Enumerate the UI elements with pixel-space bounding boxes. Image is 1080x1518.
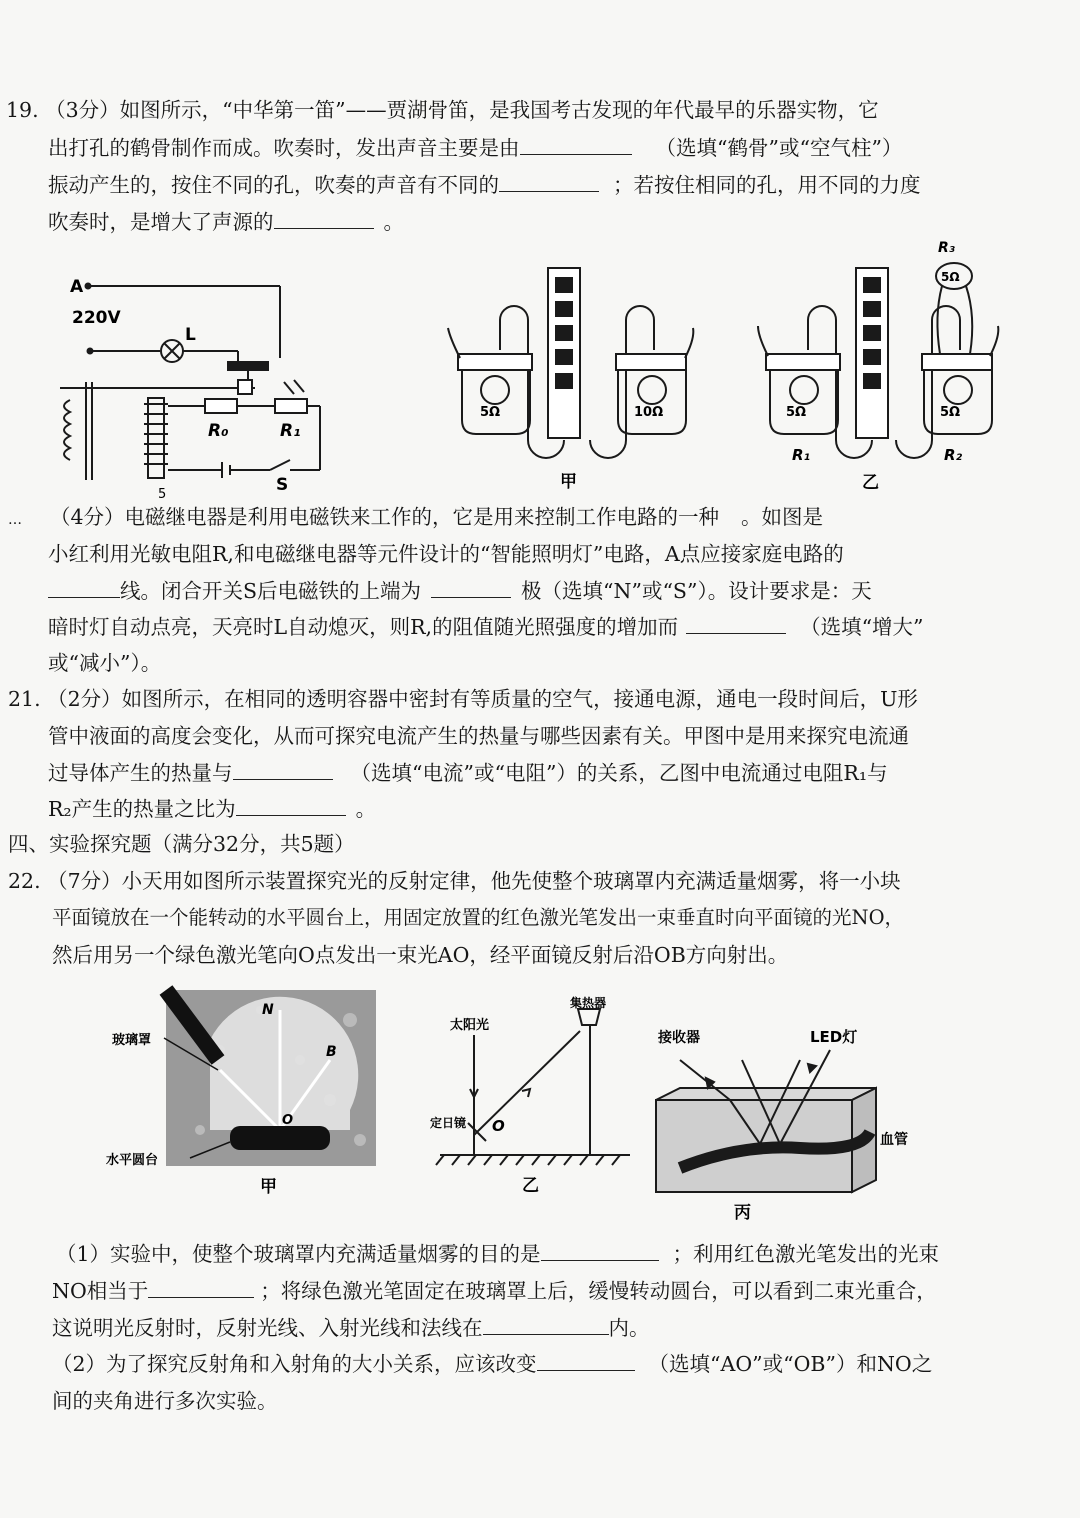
- q22-line2: 平面镜放在一个能转动的水平圆台上，用固定放置的红色激光笔发出一束垂直时向平面镜的光NO，: [52, 906, 905, 929]
- q19-line3-text-b: ；若按住相同的孔，用不同的力度: [613, 173, 921, 197]
- q20-line4-text-a: 暗时灯自动点亮，天亮时L自动熄灭，则R,的阻值随光照强度的增加而: [48, 615, 679, 639]
- optics-jia-caption: 甲: [260, 1177, 277, 1197]
- heat-yi-top-resistor: 5Ω: [941, 270, 960, 284]
- circuit-label-R0: R₀: [208, 421, 229, 441]
- q20-blank-3[interactable]: [431, 579, 511, 598]
- heat-yi-left-resistor: 5Ω: [786, 405, 807, 420]
- heat-experiment-jia: [440, 262, 705, 492]
- optics-jia-B-label: B: [326, 1044, 337, 1060]
- q19-blank-1[interactable]: [520, 136, 632, 155]
- section-heading: 四、实验探究题（满分32分，共5题）: [8, 832, 355, 856]
- q21-line1: 21. （2分）如图所示，在相同的透明容器中密封有等质量的空气，接通电源，通电一段时间后，U形: [8, 687, 918, 711]
- q21-line4-text-b: 。: [355, 797, 377, 821]
- heat-yi-caption: 乙: [862, 473, 879, 492]
- optics-experiment-yi: [430, 995, 640, 1195]
- q22-part1-line1: [56, 1240, 939, 1268]
- q20-line2: 小红利用光敏电阻R,和电磁继电器等元件设计的“智能照明灯”电路，A点应接家庭电路的: [48, 542, 844, 566]
- optics-bing-caption: 丙: [734, 1203, 751, 1223]
- q22-part2-text-b: （选填“AO”或“OB”）和NO之: [648, 1352, 933, 1376]
- heat-yi-r3-label: R₃: [938, 240, 955, 256]
- q19-line3: [48, 171, 921, 199]
- q22-part1-line2: [52, 1277, 937, 1305]
- q19-line4-text-a: 吹奏时，是增大了声源的: [48, 210, 274, 234]
- optics-yi-sun-label: 太阳光: [450, 1018, 490, 1033]
- q22-part1-line3: [52, 1314, 650, 1342]
- optics-jia-table-label: 水平圆台: [106, 1153, 159, 1168]
- optics-bing-led-label: LED灯: [810, 1028, 858, 1046]
- q22-part2-line1: [52, 1350, 932, 1378]
- optics-experiment-jia: [100, 980, 380, 1200]
- q19-line2-text-a: 出打孔的鹤骨制作而成。吹奏时，发出声音主要是由: [48, 136, 520, 160]
- heat-yi-right-resistor: 5Ω: [940, 405, 961, 420]
- optics-bing-receiver-label: 接收器: [658, 1030, 700, 1046]
- q22-part1-text-d: ；将绿色激光笔固定在玻璃罩上后，缓慢转动圆台，可以看到二束光重合，: [260, 1279, 937, 1303]
- q21-blank-2[interactable]: [236, 797, 346, 816]
- q20-number-faded: …: [8, 512, 22, 528]
- q19-blank-2[interactable]: [499, 173, 599, 192]
- q19-line1: 19. （3分）如图所示，“中华第一笛”——贾湖骨笛，是我国考古发现的年代最早的乐器实物，它: [6, 98, 879, 122]
- q22-part1-text-b: ；利用红色激光笔发出的光束: [672, 1242, 940, 1266]
- q20-blank-4[interactable]: [686, 615, 786, 634]
- q19-line2-text-b: （选填“鹤骨”或“空气柱”）: [655, 136, 903, 160]
- optics-yi-heater-label: 集热器: [570, 996, 607, 1010]
- q19-line2: [48, 134, 902, 162]
- q21-line4: [48, 795, 376, 823]
- q19-line4-text-b: 。: [383, 210, 404, 234]
- q20-blank-2[interactable]: [48, 579, 120, 598]
- q20-line1-text-a: （4分）电磁继电器是利用电磁铁来工作的，它是用来控制工作电路的一种: [50, 505, 720, 529]
- q22-part1-text-f: 内。: [608, 1316, 650, 1340]
- relay-circuit-diagram: [40, 270, 340, 500]
- q20-line4: [48, 613, 924, 641]
- q20-line1: [8, 503, 823, 534]
- circuit-label-A: A: [70, 277, 84, 297]
- optics-yi-mirror-label: 定日镜: [430, 1116, 467, 1130]
- circuit-label-S: S: [276, 475, 289, 495]
- q21-line3-text-a: 过导体产生的热量与: [48, 761, 233, 785]
- q19-line4: [48, 208, 404, 236]
- q22-line1: 22. （7分）小天用如图所示装置探究光的反射定律，他先使整个玻璃罩内充满适量烟雾，将一小块: [8, 869, 901, 893]
- q22-part1-text-e: 这说明光反射时，反射光线、入射光线和法线在: [52, 1316, 483, 1340]
- heat-yi-r1-label: R₁: [792, 446, 811, 464]
- q22-part2-line2: 间的夹角进行多次实验。: [52, 1389, 278, 1413]
- circuit-label-L: L: [185, 325, 196, 345]
- q20-line3: [48, 577, 872, 605]
- q20-line5: 或“减小”）。: [48, 651, 162, 675]
- q20-line1-text-b: 。如图是: [741, 505, 824, 529]
- q22-part1-text-c: NO相当于: [52, 1279, 149, 1303]
- circuit-label-R1: R₁: [280, 421, 301, 441]
- q22-blank-4[interactable]: [537, 1352, 635, 1371]
- q19-line3-text-a: 振动产生的，按住不同的孔，吹奏的声音有不同的: [48, 173, 499, 197]
- heat-jia-right-resistor: 10Ω: [634, 405, 664, 420]
- heat-jia-left-resistor: 5Ω: [480, 405, 501, 420]
- q22-blank-2[interactable]: [148, 1279, 254, 1298]
- q22-part1-text-a: （1）实验中，使整个玻璃罩内充满适量烟雾的目的是: [56, 1242, 541, 1266]
- q22-blank-3[interactable]: [483, 1316, 609, 1335]
- q22-part2-text-a: （2）为了探究反射角和入射角的大小关系，应该改变: [52, 1352, 537, 1376]
- q20-line3-text-b: 极（选填“N”或“S”）。设计要求是：天: [521, 579, 872, 603]
- q20-line3-text-a: 线。闭合开关S后电磁铁的上端为: [120, 579, 422, 603]
- optics-yi-O-label: O: [492, 1117, 505, 1135]
- q22-line3: 然后用另一个绿色激光笔向O点发出一束光AO，经平面镜反射后沿OB方向射出。: [52, 943, 789, 967]
- optics-bing-vessel-label: 血管: [880, 1132, 908, 1148]
- optics-yi-caption: 乙: [522, 1176, 539, 1195]
- optics-jia-O-label: O: [282, 1113, 294, 1128]
- optics-jia-N-label: N: [262, 1002, 274, 1018]
- optics-experiment-bing: [650, 1020, 920, 1225]
- heat-jia-caption: 甲: [560, 472, 577, 492]
- heat-yi-r2-label: R₂: [944, 446, 963, 464]
- heat-experiment-yi: [752, 240, 1002, 492]
- q21-line4-text-a: R₂产生的热量之比为: [48, 797, 236, 821]
- q21-line2: 管中液面的高度会变化，从而可探究电流产生的热量与哪些因素有关。甲图中是用来探究电流通: [48, 724, 909, 748]
- q21-line3-text-b: （选填“电流”或“电阻”）的关系，乙图中电流通过电阻R₁与: [350, 761, 888, 785]
- q22-blank-1[interactable]: [541, 1242, 659, 1261]
- optics-jia-glass-label: 玻璃罩: [112, 1033, 152, 1048]
- q19-blank-3[interactable]: [274, 210, 374, 229]
- q21-line3: [48, 759, 888, 787]
- q20-line4-text-b: （选填“增大”: [800, 615, 924, 639]
- circuit-label-220V: 220V: [72, 308, 121, 328]
- circuit-label-5: 5: [158, 487, 167, 500]
- q21-blank-1[interactable]: [233, 761, 333, 780]
